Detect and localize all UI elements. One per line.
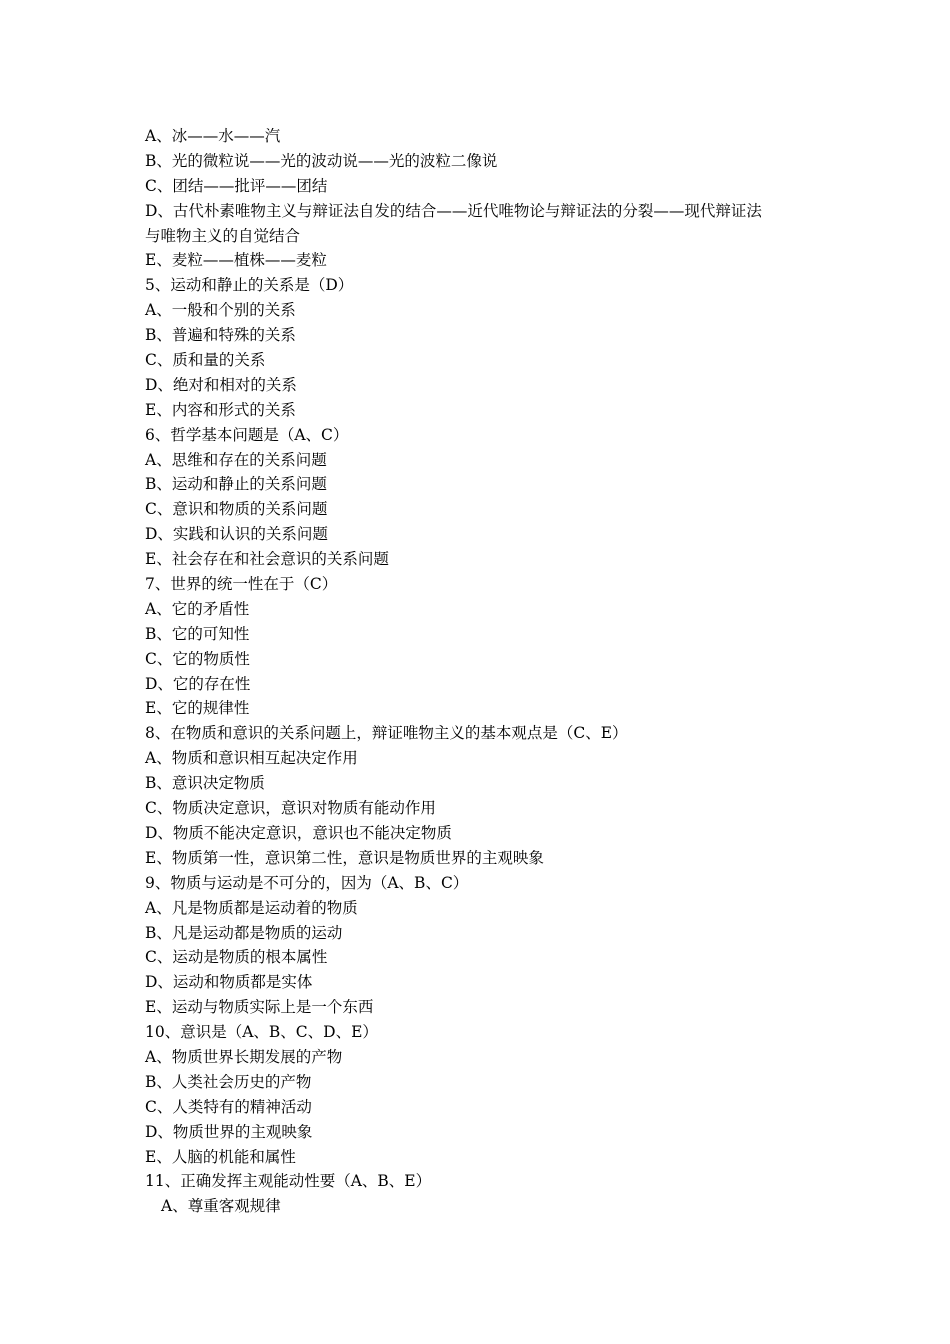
option-line: E、内容和形式的关系 — [145, 400, 296, 419]
option-line: E、它的规律性 — [145, 699, 250, 718]
question-line: 5、运动和静止的关系是（D） — [145, 276, 354, 295]
option-line: B、普遍和特殊的关系 — [145, 326, 296, 345]
question-line: 7、世界的统一性在于（C） — [145, 575, 338, 594]
option-line: E、麦粒——植株——麦粒 — [145, 251, 327, 270]
option-line: A、冰——水——汽 — [145, 127, 281, 145]
option-line-continuation: 与唯物主义的自觉结合 — [145, 226, 301, 245]
option-line: A、尊重客观规律 — [161, 1197, 281, 1216]
option-line: C、运动是物质的根本属性 — [145, 948, 328, 967]
question-line: 9、物质与运动是不可分的，因为（A、B、C） — [145, 873, 469, 892]
option-line: B、人类社会历史的产物 — [145, 1072, 312, 1091]
question-line: 11、正确发挥主观能动性要（A、B、E） — [145, 1172, 432, 1191]
option-line: D、运动和物质都是实体 — [145, 973, 313, 992]
question-line: 10、意识是（A、B、C、D、E） — [145, 1023, 378, 1042]
option-line: C、它的物质性 — [145, 649, 250, 668]
option-line: E、社会存在和社会意识的关系问题 — [145, 550, 389, 569]
option-line: B、运动和静止的关系问题 — [145, 475, 327, 494]
option-line: C、质和量的关系 — [145, 351, 266, 370]
option-line: C、意识和物质的关系问题 — [145, 500, 328, 519]
option-line: D、绝对和相对的关系 — [145, 375, 297, 394]
option-line: B、凡是运动都是物质的运动 — [145, 923, 343, 942]
option-line: D、物质不能决定意识，意识也不能决定物质 — [145, 823, 452, 842]
option-line: A、物质和意识相互起决定作用 — [145, 749, 358, 768]
option-line: D、实践和认识的关系问题 — [145, 525, 328, 544]
option-line: A、一般和个别的关系 — [145, 301, 296, 320]
option-line: C、物质决定意识，意识对物质有能动作用 — [145, 799, 436, 818]
option-line: A、凡是物质都是运动着的物质 — [145, 898, 358, 917]
option-line: D、物质世界的主观映象 — [145, 1122, 313, 1141]
option-line: B、意识决定物质 — [145, 774, 265, 793]
document-body — [145, 124, 825, 1219]
question-line: 8、在物质和意识的关系问题上，辩证唯物主义的基本观点是（C、E） — [145, 724, 628, 743]
option-line: A、它的矛盾性 — [145, 599, 250, 618]
option-line: B、光的微粒说——光的波动说——光的波粒二像说 — [145, 151, 498, 170]
option-line: B、它的可知性 — [145, 624, 250, 643]
option-line: A、物质世界长期发展的产物 — [145, 1047, 343, 1066]
question-line: 6、哲学基本问题是（A、C） — [145, 425, 349, 444]
option-line: A、思维和存在的关系问题 — [145, 450, 327, 469]
option-line: D、它的存在性 — [145, 674, 251, 693]
option-line: C、团结——批评——团结 — [145, 176, 328, 195]
option-line: D、古代朴素唯物主义与辩证法自发的结合——近代唯物论与辩证法的分裂——现代辩证法 — [145, 201, 762, 220]
option-line: E、物质第一性，意识第二性，意识是物质世界的主观映象 — [145, 848, 544, 867]
option-line: E、人脑的机能和属性 — [145, 1147, 296, 1166]
option-line: C、人类特有的精神活动 — [145, 1097, 312, 1116]
option-line: E、运动与物质实际上是一个东西 — [145, 998, 374, 1017]
